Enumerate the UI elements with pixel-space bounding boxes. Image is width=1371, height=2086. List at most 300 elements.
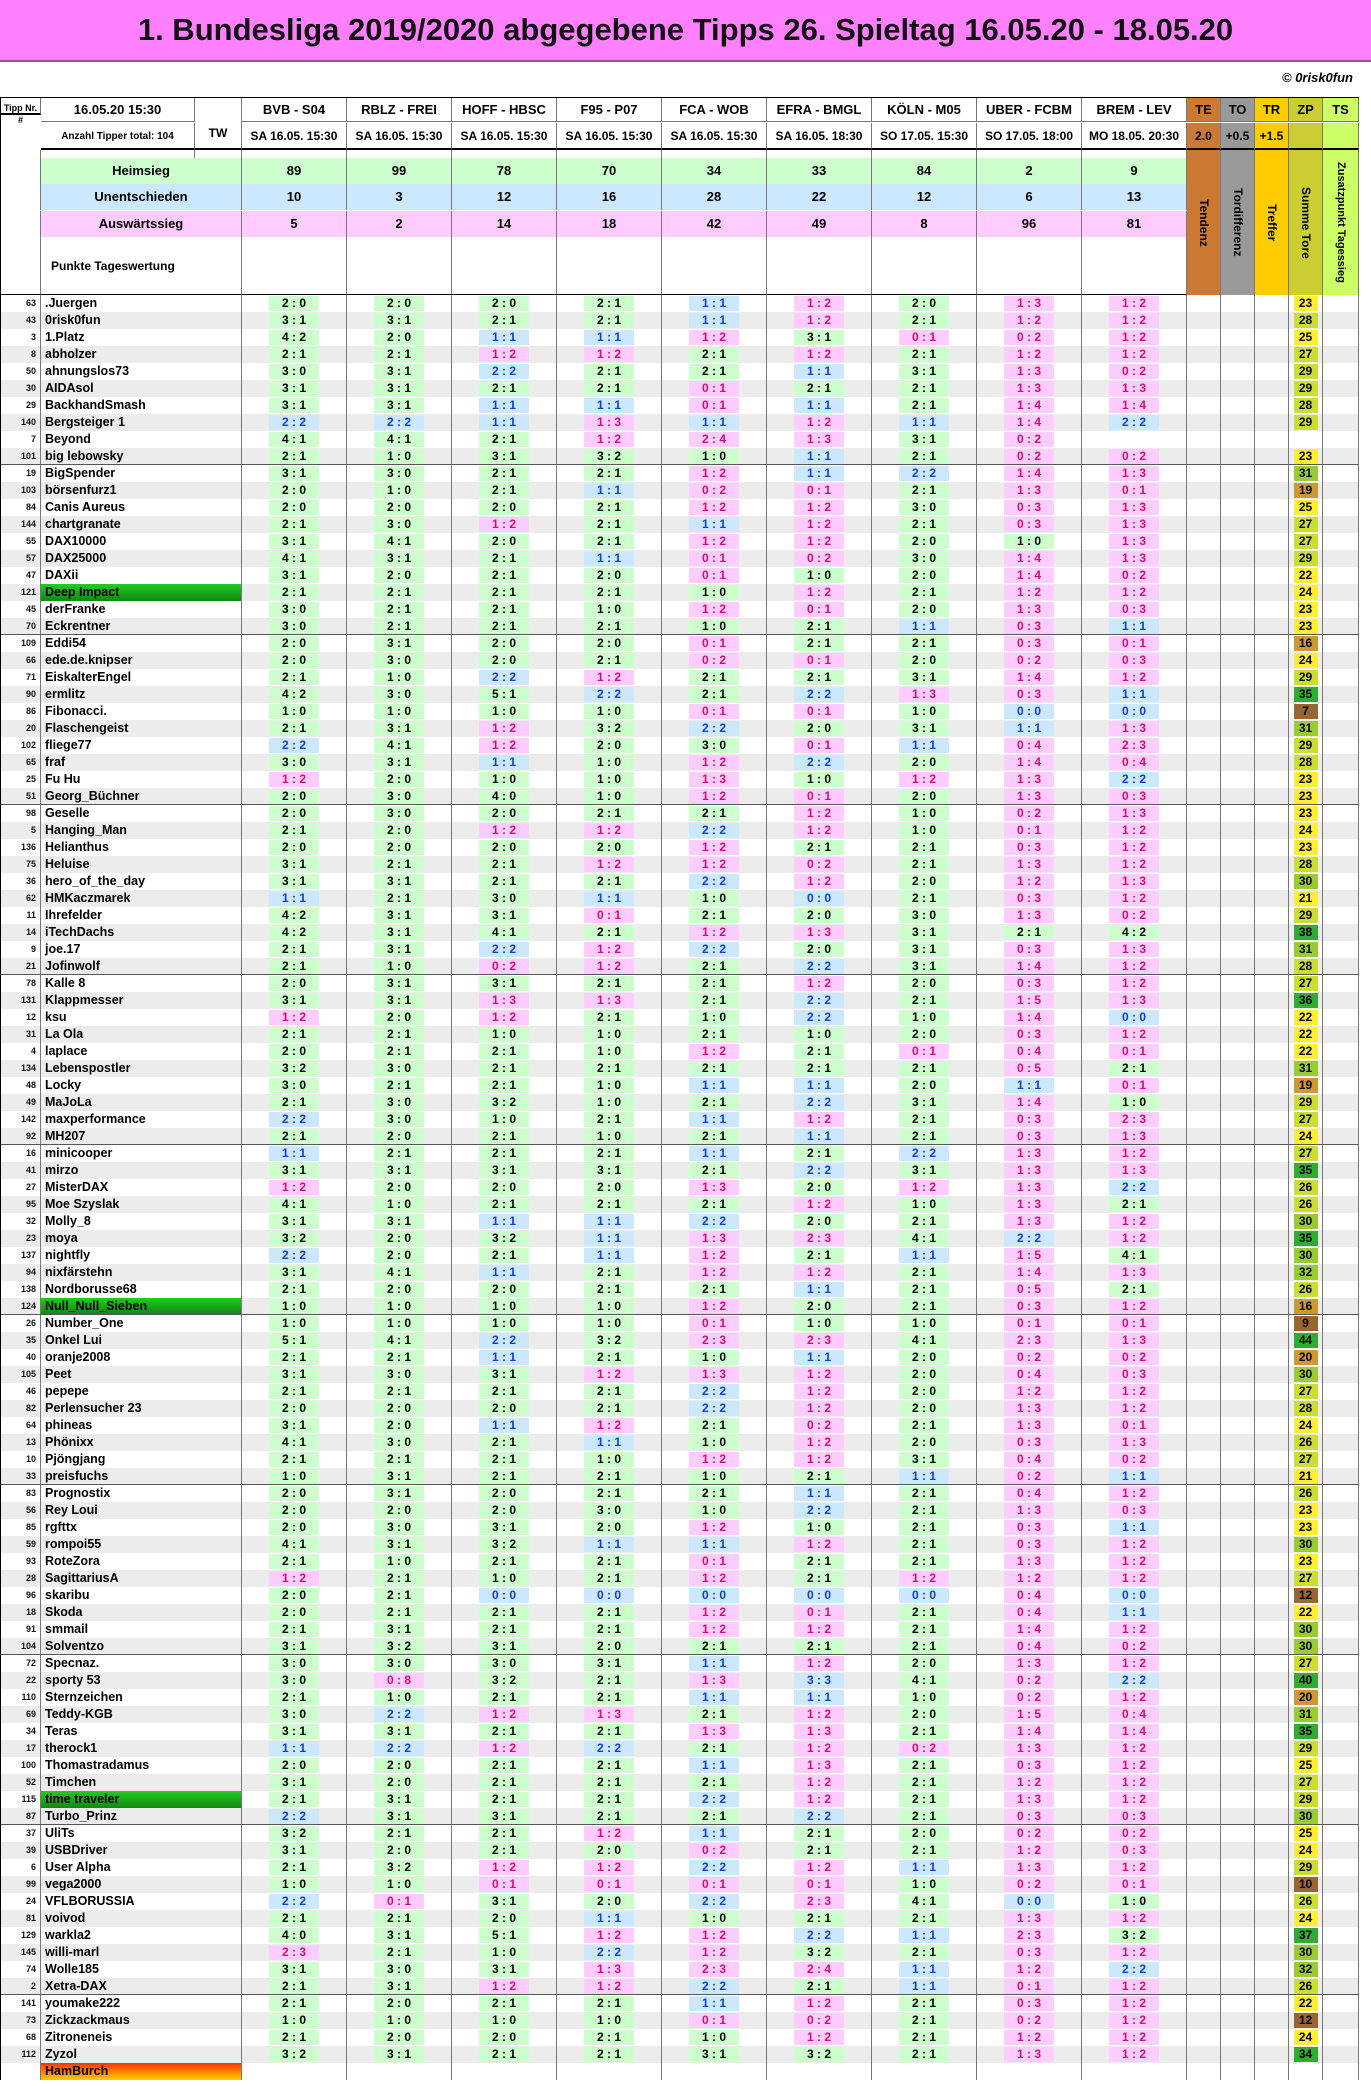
tip-cell xyxy=(872,1655,977,1672)
tip-score: 3 : 0 xyxy=(374,653,424,668)
extra-cell xyxy=(1187,1927,1221,1944)
tip-score: 1 : 2 xyxy=(794,806,844,821)
tip-cell xyxy=(767,482,872,499)
extra-cell xyxy=(1187,1740,1221,1757)
tip-cell xyxy=(662,499,767,516)
tip-cell xyxy=(662,312,767,329)
tip-cell xyxy=(662,516,767,533)
game-header-2: HOFF - HBSC xyxy=(452,98,557,122)
tip-score: 2 : 0 xyxy=(374,568,424,583)
auswaertssieg-count: 42 xyxy=(662,211,767,237)
tip-cell xyxy=(242,669,347,686)
tip-score: 3 : 1 xyxy=(374,925,424,940)
tip-cell xyxy=(662,1842,767,1859)
tip-cell xyxy=(1082,1502,1187,1519)
tip-cell xyxy=(242,720,347,737)
tip-cell xyxy=(242,516,347,533)
tip-cell xyxy=(242,1247,347,1264)
tip-cell xyxy=(767,1162,872,1179)
tip-score: 1 : 1 xyxy=(794,1282,844,1297)
tip-score: 2 : 1 xyxy=(479,1622,529,1637)
tip-score: 1 : 3 xyxy=(1109,1333,1159,1348)
tip-score: 1 : 0 xyxy=(1109,1095,1159,1110)
tip-cell xyxy=(452,1111,557,1128)
tip-cell xyxy=(557,1247,662,1264)
zp-score: 29 xyxy=(1294,738,1318,753)
tipper-name: Phönixx xyxy=(41,1434,242,1451)
zp-score: 19 xyxy=(1294,483,1318,498)
tip-cell xyxy=(242,1723,347,1740)
extra-cell xyxy=(1255,1332,1289,1349)
tip-cell xyxy=(557,720,662,737)
tip-cell xyxy=(872,1774,977,1791)
tip-score: 0 : 4 xyxy=(1109,755,1159,770)
tip-score: 2 : 0 xyxy=(899,534,949,549)
tip-score: 4 : 1 xyxy=(374,432,424,447)
zp-cell xyxy=(1289,975,1323,992)
tip-score: 2 : 2 xyxy=(899,1146,949,1161)
extra-cell xyxy=(1221,601,1255,618)
ts-cell xyxy=(1323,1366,1359,1383)
tip-cell xyxy=(452,1451,557,1468)
tip-cell xyxy=(1082,958,1187,975)
tip-cell xyxy=(1082,346,1187,363)
tip-score: 2 : 1 xyxy=(479,1248,529,1263)
tipper-name: Pjöngjang xyxy=(41,1451,242,1468)
extra-cell xyxy=(1187,805,1221,822)
tip-cell xyxy=(662,1740,767,1757)
tip-cell xyxy=(662,890,767,907)
tip-score: 1 : 1 xyxy=(269,891,319,906)
extra-cell xyxy=(1221,1723,1255,1740)
tip-cell xyxy=(347,346,452,363)
tip-cell xyxy=(1082,482,1187,499)
unentschieden-count: 22 xyxy=(767,184,872,210)
extra-cell xyxy=(1255,1604,1289,1621)
tip-cell xyxy=(872,1417,977,1434)
tip-cell xyxy=(977,1706,1082,1723)
tip-cell xyxy=(242,618,347,635)
ts-cell xyxy=(1323,1128,1359,1145)
zp-score: 7 xyxy=(1294,704,1318,719)
tip-cell xyxy=(347,1910,452,1927)
extra-cell xyxy=(1255,856,1289,873)
tip-cell xyxy=(977,312,1082,329)
tip-score: 1 : 2 xyxy=(269,1010,319,1025)
tip-cell xyxy=(452,2029,557,2046)
extra-cell xyxy=(1221,2029,1255,2046)
tip-score: 1 : 2 xyxy=(794,313,844,328)
tip-score: 2 : 1 xyxy=(269,1554,319,1569)
tip-score: 2 : 1 xyxy=(479,568,529,583)
tip-cell xyxy=(452,1621,557,1638)
extra-cell xyxy=(1255,1825,1289,1842)
extra-cell xyxy=(1187,1876,1221,1893)
extra-cell xyxy=(1221,635,1255,652)
tip-cell xyxy=(347,363,452,380)
tip-cell xyxy=(242,1417,347,1434)
tip-score: 1 : 3 xyxy=(1004,1503,1054,1518)
tip-score: 4 : 1 xyxy=(1109,1248,1159,1263)
tip-score: 1 : 1 xyxy=(689,296,739,311)
tip-score: 2 : 0 xyxy=(269,483,319,498)
tip-score: 2 : 1 xyxy=(899,993,949,1008)
ts-cell xyxy=(1323,686,1359,703)
tip-score: 3 : 0 xyxy=(269,1078,319,1093)
extra-cell xyxy=(1255,890,1289,907)
tip-cell xyxy=(872,1672,977,1689)
tip-cell xyxy=(452,822,557,839)
tip-cell xyxy=(767,1264,872,1281)
tip-cell xyxy=(347,1213,452,1230)
tip-cell xyxy=(872,1927,977,1944)
tip-score: 1 : 2 xyxy=(794,1537,844,1552)
ts-cell xyxy=(1323,1621,1359,1638)
tip-score: 3 : 1 xyxy=(374,313,424,328)
tip-score: 1 : 2 xyxy=(689,1265,739,1280)
tip-cell xyxy=(977,788,1082,805)
tip-score: 1 : 2 xyxy=(1109,330,1159,345)
tip-cell xyxy=(1082,1315,1187,1332)
tip-score: 0 : 1 xyxy=(689,381,739,396)
tip-cell xyxy=(347,1009,452,1026)
tip-score: 1 : 2 xyxy=(899,772,949,787)
tip-score: 1 : 2 xyxy=(1109,857,1159,872)
tip-score: 3 : 1 xyxy=(899,1095,949,1110)
tip-cell xyxy=(347,1706,452,1723)
tipper-name: La Ola xyxy=(41,1026,242,1043)
tip-score: 2 : 0 xyxy=(899,1826,949,1841)
tip-score: 0 : 1 xyxy=(1109,1877,1159,1892)
ts-cell xyxy=(1323,1332,1359,1349)
tip-score: 0 : 3 xyxy=(1109,1843,1159,1858)
tip-score: 2 : 2 xyxy=(479,1333,529,1348)
game-time-0: SA 16.05. 15:30 xyxy=(242,123,347,150)
tip-score: 2 : 1 xyxy=(479,1129,529,1144)
tipp-table xyxy=(0,97,1359,2080)
extra-cell xyxy=(1221,1961,1255,1978)
tip-score: 1 : 3 xyxy=(1004,1741,1054,1756)
tipp-number: 40 xyxy=(1,1349,41,1366)
tip-score: 2 : 0 xyxy=(479,534,529,549)
tip-score: 3 : 1 xyxy=(374,976,424,991)
tip-score: 3 : 1 xyxy=(479,1163,529,1178)
tip-score: 3 : 0 xyxy=(899,908,949,923)
extra-cell xyxy=(1255,958,1289,975)
tip-score: 3 : 1 xyxy=(374,1979,424,1994)
tip-cell xyxy=(347,1570,452,1587)
tip-cell xyxy=(557,1927,662,1944)
tip-cell xyxy=(347,1638,452,1655)
tip-cell xyxy=(452,890,557,907)
ts-cell xyxy=(1323,737,1359,754)
heimsieg-count: 99 xyxy=(347,158,452,184)
tip-score: 2 : 1 xyxy=(374,1384,424,1399)
to-header: TO xyxy=(1221,98,1255,122)
tip-score: 1 : 0 xyxy=(584,755,634,770)
extra-cell xyxy=(1255,1570,1289,1587)
zp-cell xyxy=(1289,2012,1323,2029)
ts-cell xyxy=(1323,448,1359,465)
game-header-8: BREM - LEV xyxy=(1082,98,1187,122)
tip-score: 2 : 1 xyxy=(689,993,739,1008)
tipp-number: 46 xyxy=(1,1383,41,1400)
tip-cell xyxy=(1082,550,1187,567)
tip-cell xyxy=(557,1077,662,1094)
zp-cell xyxy=(1289,1519,1323,1536)
extra-cell xyxy=(1221,1196,1255,1213)
zp-cell xyxy=(1289,2046,1323,2063)
extra-cell xyxy=(1221,1791,1255,1808)
tip-cell xyxy=(662,329,767,346)
tip-score: 1 : 1 xyxy=(584,1214,634,1229)
tip-cell xyxy=(767,720,872,737)
tip-score xyxy=(479,2064,529,2079)
tip-score: 1 : 2 xyxy=(269,1571,319,1586)
tip-cell xyxy=(977,1774,1082,1791)
tipp-number: 34 xyxy=(1,1723,41,1740)
tip-score: 2 : 0 xyxy=(479,1486,529,1501)
tip-cell xyxy=(1082,635,1187,652)
tip-score: 2 : 2 xyxy=(689,1214,739,1229)
tip-score: 2 : 2 xyxy=(269,738,319,753)
tip-cell xyxy=(347,1995,452,2012)
extra-cell xyxy=(1221,533,1255,550)
tip-cell xyxy=(977,839,1082,856)
extra-cell xyxy=(1187,1009,1221,1026)
tip-cell xyxy=(557,601,662,618)
tip-score: 2 : 0 xyxy=(479,1503,529,1518)
tip-cell xyxy=(452,1604,557,1621)
ts-cell xyxy=(1323,1553,1359,1570)
tip-score: 3 : 1 xyxy=(269,568,319,583)
tip-score: 0 : 4 xyxy=(1004,1486,1054,1501)
tip-score: 0 : 1 xyxy=(584,1877,634,1892)
tip-score: 2 : 0 xyxy=(374,1010,424,1025)
tip-cell xyxy=(1082,1247,1187,1264)
tip-cell xyxy=(767,465,872,482)
tip-score: 0 : 2 xyxy=(689,1843,739,1858)
extra-cell xyxy=(1187,1791,1221,1808)
extra-cell xyxy=(1187,958,1221,975)
zp-score: 26 xyxy=(1294,1435,1318,1450)
tip-score: 2 : 0 xyxy=(794,1180,844,1195)
tip-cell xyxy=(452,1196,557,1213)
tip-score: 2 : 1 xyxy=(794,1826,844,1841)
tip-cell xyxy=(242,1026,347,1043)
zp-score: 29 xyxy=(1294,551,1318,566)
tip-score: 1 : 3 xyxy=(1004,908,1054,923)
tip-score: 4 : 1 xyxy=(269,1537,319,1552)
tip-cell xyxy=(977,975,1082,992)
tip-cell xyxy=(347,652,452,669)
zp-cell xyxy=(1289,686,1323,703)
tip-cell xyxy=(347,788,452,805)
zp-score: 21 xyxy=(1294,1469,1318,1484)
tip-score: 1 : 2 xyxy=(689,1044,739,1059)
extra-cell xyxy=(1187,618,1221,635)
tip-cell xyxy=(347,1366,452,1383)
tip-cell xyxy=(767,1570,872,1587)
extra-cell xyxy=(1255,1587,1289,1604)
tip-score: 3 : 1 xyxy=(899,721,949,736)
ts-cell xyxy=(1323,363,1359,380)
extra-cell xyxy=(1255,1859,1289,1876)
extra-cell xyxy=(1221,1825,1255,1842)
tip-score: 1 : 3 xyxy=(1004,857,1054,872)
extra-cell xyxy=(1255,1808,1289,1825)
tip-score: 3 : 1 xyxy=(374,1214,424,1229)
tipp-number: 141 xyxy=(1,1995,41,2012)
extra-cell xyxy=(1255,1383,1289,1400)
tip-score: 1 : 4 xyxy=(1109,398,1159,413)
ts-cell xyxy=(1323,1111,1359,1128)
tip-score: 2 : 1 xyxy=(794,1061,844,1076)
tip-score: 2 : 2 xyxy=(794,959,844,974)
tip-score: 2 : 1 xyxy=(899,1418,949,1433)
tip-cell xyxy=(977,1417,1082,1434)
zp-cell xyxy=(1289,1383,1323,1400)
tip-score: 0 : 2 xyxy=(1109,908,1159,923)
tip-cell xyxy=(872,1179,977,1196)
tip-score: 2 : 1 xyxy=(794,1979,844,1994)
extra-cell xyxy=(1187,1060,1221,1077)
tip-score: 1 : 2 xyxy=(1109,1299,1159,1314)
tip-cell xyxy=(977,1060,1082,1077)
tip-cell xyxy=(242,550,347,567)
extra-cell xyxy=(1187,1162,1221,1179)
extra-cell xyxy=(1187,890,1221,907)
tip-cell xyxy=(1082,1842,1187,1859)
tip-score: 1 : 2 xyxy=(689,602,739,617)
ts-cell xyxy=(1323,584,1359,601)
tipp-number: 62 xyxy=(1,890,41,907)
tip-cell xyxy=(767,346,872,363)
zp-cell xyxy=(1289,1842,1323,1859)
tip-cell xyxy=(347,1604,452,1621)
tipper-name: hero_of_the_day xyxy=(41,873,242,890)
tip-score: 2 : 1 xyxy=(899,1554,949,1569)
tipp-number: 102 xyxy=(1,737,41,754)
extra-cell xyxy=(1187,1553,1221,1570)
tip-score: 0 : 3 xyxy=(1004,1129,1054,1144)
tip-score: 2 : 1 xyxy=(899,840,949,855)
tip-score: 3 : 1 xyxy=(899,925,949,940)
zp-cell xyxy=(1289,1366,1323,1383)
tip-score: 1 : 3 xyxy=(794,1758,844,1773)
tip-score: 1 : 0 xyxy=(794,568,844,583)
tip-cell xyxy=(1082,1332,1187,1349)
tipper-name: rompoi55 xyxy=(41,1536,242,1553)
tip-score: 1 : 1 xyxy=(1004,721,1054,736)
tip-score: 1 : 0 xyxy=(899,823,949,838)
tip-score: 0 : 0 xyxy=(1004,1894,1054,1909)
tipp-number: 68 xyxy=(1,2029,41,2046)
tip-score: 2 : 1 xyxy=(689,364,739,379)
extra-cell xyxy=(1187,516,1221,533)
zp-cell xyxy=(1289,1655,1323,1672)
tip-cell xyxy=(872,1281,977,1298)
tip-score: 2 : 2 xyxy=(374,415,424,430)
tip-cell xyxy=(1082,720,1187,737)
tip-score: 1 : 0 xyxy=(584,1095,634,1110)
tip-score: 3 : 1 xyxy=(374,1622,424,1637)
tip-cell xyxy=(1082,1400,1187,1417)
tip-cell xyxy=(242,1366,347,1383)
tip-score: 2 : 1 xyxy=(584,1605,634,1620)
ts-cell xyxy=(1323,329,1359,346)
tip-score: 1 : 2 xyxy=(1109,840,1159,855)
tip-cell xyxy=(767,550,872,567)
zp-score: 24 xyxy=(1294,653,1318,668)
tip-cell xyxy=(1082,1366,1187,1383)
extra-cell xyxy=(1187,1944,1221,1961)
tip-cell xyxy=(452,1434,557,1451)
tip-score: 2 : 1 xyxy=(269,721,319,736)
tip-cell xyxy=(977,1859,1082,1876)
tip-cell xyxy=(872,805,977,822)
tip-score: 0 : 8 xyxy=(374,1673,424,1688)
tipper-name: skaribu xyxy=(41,1587,242,1604)
tip-cell xyxy=(242,448,347,465)
tipper-name: mirzo xyxy=(41,1162,242,1179)
tip-score: 3 : 0 xyxy=(374,1112,424,1127)
tip-cell xyxy=(452,363,557,380)
tip-cell xyxy=(347,2046,452,2063)
tip-score: 1 : 2 xyxy=(479,347,529,362)
tip-cell xyxy=(557,975,662,992)
unentschieden-count: 3 xyxy=(347,184,452,210)
zp-cell xyxy=(1289,601,1323,618)
tipper-name: EiskalterEngel xyxy=(41,669,242,686)
tip-cell xyxy=(452,1400,557,1417)
tip-cell xyxy=(977,1077,1082,1094)
ts-cell xyxy=(1323,1230,1359,1247)
extra-cell xyxy=(1255,533,1289,550)
tip-score: 2 : 1 xyxy=(269,1979,319,1994)
extra-cell xyxy=(1221,788,1255,805)
extra-cell xyxy=(1255,1876,1289,1893)
unentschieden-count: 10 xyxy=(242,184,347,210)
tip-cell xyxy=(767,1995,872,2012)
tip-score: 1 : 2 xyxy=(1004,1962,1054,1977)
heimsieg-count: 34 xyxy=(662,158,767,184)
extra-cell xyxy=(1221,1570,1255,1587)
tip-cell xyxy=(977,363,1082,380)
zp-score: 23 xyxy=(1294,449,1318,464)
tip-cell xyxy=(1082,703,1187,720)
extra-cell xyxy=(1255,346,1289,363)
tip-cell xyxy=(452,601,557,618)
auswaertssieg-count: 8 xyxy=(872,211,977,237)
tip-cell xyxy=(977,1621,1082,1638)
tip-score: 1 : 2 xyxy=(794,1860,844,1875)
tip-cell xyxy=(1082,1451,1187,1468)
tip-cell xyxy=(662,1451,767,1468)
ts-cell xyxy=(1323,1179,1359,1196)
extra-cell xyxy=(1187,907,1221,924)
tip-cell xyxy=(242,1502,347,1519)
zp-cell xyxy=(1289,1808,1323,1825)
tip-cell xyxy=(977,1995,1082,2012)
tip-score: 1 : 2 xyxy=(899,1180,949,1195)
tip-score: 1 : 2 xyxy=(479,517,529,532)
tip-score: 2 : 0 xyxy=(794,908,844,923)
tipp-number: 63 xyxy=(1,295,41,312)
tip-score: 1 : 2 xyxy=(1109,1554,1159,1569)
tip-cell xyxy=(452,1077,557,1094)
tip-cell xyxy=(452,1927,557,1944)
